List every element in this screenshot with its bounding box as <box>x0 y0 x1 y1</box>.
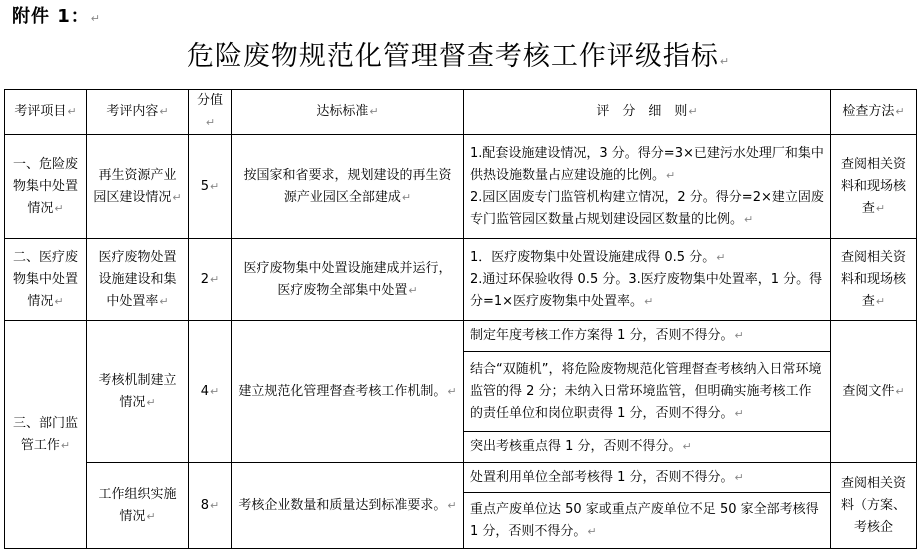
column-header: 检查方法↵ <box>831 90 917 135</box>
content-cell: 工作组织实施情况↵ <box>87 463 189 549</box>
attachment-label: 附件 1：↵ <box>12 6 102 27</box>
detail-line: 制定年度考核工作方案得 1 分，否则不得分。↵ <box>464 321 831 352</box>
column-header: 考评内容↵ <box>87 90 189 135</box>
table-row <box>5 321 917 352</box>
detail-line: 2.园区固废专门监管机构建立情况，2 分。得分=2×建立固废专门监管园区数量占规划建设园区数量的比例。↵ <box>470 189 824 227</box>
criteria-cell: 医疗废物集中处置设施建成并运行，医疗废物全部集中处置↵ <box>232 239 464 321</box>
detail-line: 结合“双随机”，将危险废物规范化管理督查考核纳入日常环境监管的得 2 分；未纳入日常环境监管，但明确实施考核工作的责任单位和岗位职责得 1 分，否则不得分。↵ <box>464 352 831 432</box>
method-cell: 查阅文件↵ <box>831 321 917 463</box>
table-row <box>5 463 917 493</box>
detail-line: 突出考核重点得 1 分，否则不得分。↵ <box>464 432 831 463</box>
detail-line: 2.通过环保验收得 0.5 分。3.医疗废物集中处置率，1 分。得分=1×医疗废物集中处置率。↵ <box>470 271 823 309</box>
item-cell: 三、部门监管工作↵ <box>5 321 87 549</box>
column-header: 分值↵ <box>189 90 232 135</box>
column-header: 达标标准↵ <box>232 90 464 135</box>
item-cell: 二、医疗废物集中处置情况↵ <box>5 239 87 321</box>
table-row <box>5 239 917 321</box>
content-cell: 考核机制建立情况↵ <box>87 321 189 463</box>
score-cell: 5↵ <box>189 135 232 239</box>
method-cell: 查阅相关资料和现场核查↵ <box>831 239 917 321</box>
detail-line: 重点产废单位达 50 家或重点产废单位不足 50 家全部考核得 1 分，否则不得分。↵ <box>464 493 831 549</box>
content-cell: 再生资源产业园区建设情况↵ <box>87 135 189 239</box>
criteria-cell: 建立规范化管理督查考核工作机制。↵ <box>232 321 464 463</box>
criteria-cell: 按国家和省要求，规划建设的再生资源产业园区全部建成↵ <box>232 135 464 239</box>
evaluation-table <box>4 89 917 549</box>
detail-line: 1．医疗废物集中处置设施建成得 0.5 分。↵ <box>470 249 726 265</box>
score-cell: 8↵ <box>189 463 232 549</box>
column-header: 评 分 细 则↵ <box>464 90 831 135</box>
document-title: 危险废物规范化管理督查考核工作评级指标↵ <box>186 41 731 72</box>
table-header-row <box>5 90 917 135</box>
item-cell: 一、危险废物集中处置情况↵ <box>5 135 87 239</box>
details-cell <box>464 135 831 239</box>
content-cell: 医疗废物处置设施建设和集中处置率↵ <box>87 239 189 321</box>
method-cell: 查阅相关资料（方案、考核企 <box>831 463 917 549</box>
criteria-cell: 考核企业数量和质量达到标准要求。↵ <box>232 463 464 549</box>
method-cell: 查阅相关资料和现场核查↵ <box>831 135 917 239</box>
column-header: 考评项目↵ <box>5 90 87 135</box>
score-cell: 4↵ <box>189 321 232 463</box>
score-cell: 2↵ <box>189 239 232 321</box>
detail-line: 1.配套设施建设情况，3 分。得分=3×已建污水处理厂和集中供热设施数量占应建设施的比例。↵ <box>470 145 824 183</box>
table-row <box>5 135 917 239</box>
detail-line: 处置利用单位全部考核得 1 分，否则不得分。↵ <box>464 463 831 493</box>
details-cell <box>464 239 831 321</box>
